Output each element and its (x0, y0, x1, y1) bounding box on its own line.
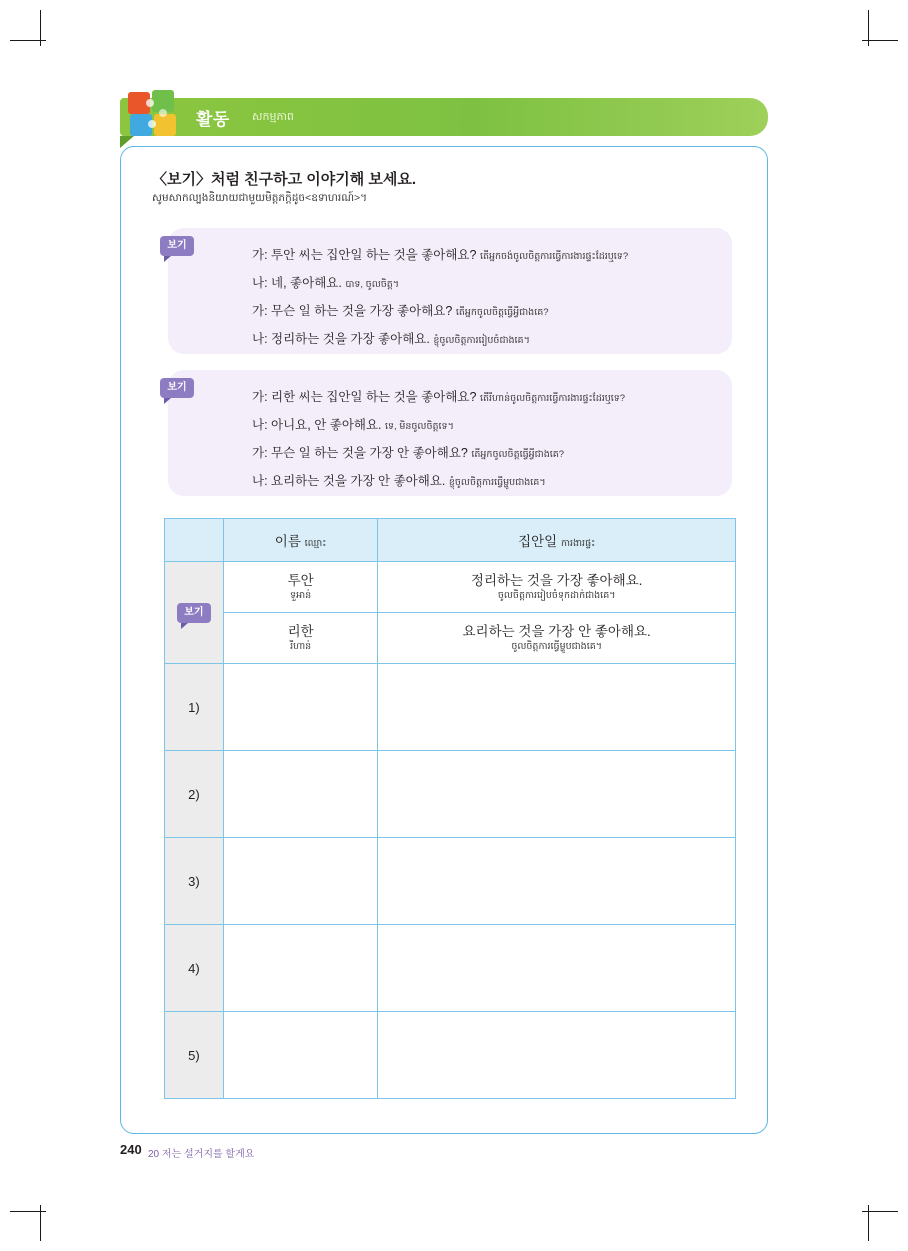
table-cell-work (378, 562, 736, 613)
header-name-khmer: ឈ្មោះ (304, 537, 327, 549)
activity-label: 활동 (196, 110, 230, 129)
dialog-khmer: ខ្ញុំចូលចិត្តការរៀបចំជាងគេ។ (433, 335, 530, 346)
dialog-line (252, 245, 628, 264)
dialog-khmer: ខ្ញុំចូលចិត្តការធ្វើម្ហូបជាងគេ។ (448, 477, 546, 488)
table-cell-work (378, 613, 736, 664)
table-cell-index: 5) (165, 1012, 224, 1099)
dialog-khmer: តើរីហាន់ចូលចិត្តការធ្វើការងារផ្ទះដែរឬទេ? (479, 393, 626, 404)
dialog-line (252, 329, 530, 348)
table-row (165, 925, 736, 1012)
cell-work-khmer: ចូលចិត្តការធ្វើម្ហូបជាងគេ។ (511, 640, 603, 652)
table-cell-index: 1) (165, 664, 224, 751)
crop-mark (10, 1211, 46, 1212)
cell-work-korean: 정리하는 것을 가장 좋아해요. (470, 573, 643, 589)
table-cell-name (223, 613, 377, 664)
table-cell-work-input[interactable] (378, 664, 736, 751)
table-cell-work-input[interactable] (378, 1012, 736, 1099)
header-work-korean: 집안일 (518, 533, 558, 549)
instruction-khmer: សូមសាកល្បងនិយាយជាមួយមិត្តភក្តិដូច<ឧទាហរណ៍>។ (152, 192, 368, 204)
dialog-khmer: តើអ្នកចូលចិត្តធ្វើអ្វីជាងគេ? (455, 307, 549, 318)
table-cell-name-input[interactable] (223, 838, 377, 925)
page-number: 240 (120, 1142, 142, 1157)
instruction-korean: 〈보기〉처럼 친구하고 이야기해 보세요. (152, 171, 417, 188)
header-name-korean: 이름 (274, 533, 301, 549)
table-cell-work-input[interactable] (378, 838, 736, 925)
table-cell-name (223, 562, 377, 613)
table-cell-name-input[interactable] (223, 1012, 377, 1099)
dialog-korean: 가: 무슨 일 하는 것을 가장 안 좋아해요? (252, 446, 468, 460)
example-tag-2: 보기 (160, 378, 194, 398)
dialog-khmer: តើអ្នកចូលចិត្តធ្វើអ្វីជាងគេ? (471, 449, 565, 460)
dialog-korean: 나: 네, 좋아해요. (252, 276, 342, 290)
table-cell-index: 2) (165, 751, 224, 838)
crop-mark (10, 40, 46, 41)
dialog-korean: 나: 정리하는 것을 가장 좋아해요. (252, 332, 430, 346)
activity-label-khmer: សកម្មភាព (252, 111, 294, 123)
dialog-korean: 가: 투안 씨는 집안일 하는 것을 좋아해요? (252, 248, 477, 262)
table-row (165, 613, 736, 664)
dialog-line (252, 443, 564, 462)
worksheet-table (164, 518, 736, 1099)
chapter-title: 20 저는 설거지를 할게요 (148, 1149, 255, 1160)
dialog-line (252, 273, 399, 292)
cell-name-korean: 리한 (287, 624, 314, 640)
table-header-work (378, 519, 736, 562)
dialog-korean: 가: 리한 씨는 집안일 하는 것을 좋아해요? (252, 390, 477, 404)
cell-name-khmer: ទួអាន់ (290, 589, 312, 601)
header-work-khmer: ការងារផ្ទះ (560, 537, 596, 549)
table-header-row (165, 519, 736, 562)
crop-mark (862, 1211, 898, 1212)
table-cell-work-input[interactable] (378, 751, 736, 838)
table-row (165, 838, 736, 925)
table-row (165, 751, 736, 838)
table-cell-index: 3) (165, 838, 224, 925)
cell-work-korean: 요리하는 것을 가장 안 좋아해요. (462, 624, 651, 640)
dialog-khmer: ទេ, មិនចូលចិត្តទេ។ (385, 421, 454, 432)
table-example-tag: 보기 (177, 603, 211, 623)
dialog-korean: 나: 아니요, 안 좋아해요. (252, 418, 382, 432)
table-cell-name-input[interactable] (223, 664, 377, 751)
cell-name-khmer: រីហាន់ (290, 640, 312, 652)
cell-name-korean: 투안 (287, 573, 314, 589)
table-cell-name-input[interactable] (223, 925, 377, 1012)
dialog-line (252, 471, 546, 490)
dialog-korean: 가: 무슨 일 하는 것을 가장 좋아해요? (252, 304, 453, 318)
puzzle-icon (126, 88, 182, 140)
table-example-tag-cell (165, 562, 224, 664)
example-tag-1: 보기 (160, 236, 194, 256)
dialog-korean: 나: 요리하는 것을 가장 안 좋아해요. (252, 474, 446, 488)
table-cell-name-input[interactable] (223, 751, 377, 838)
dialog-line (252, 415, 454, 434)
table-header-name (223, 519, 377, 562)
table-row (165, 664, 736, 751)
dialog-khmer: បាទ, ចូលចិត្ត។ (345, 279, 400, 290)
table-header-index (165, 519, 224, 562)
table-row (165, 1012, 736, 1099)
table-cell-index: 4) (165, 925, 224, 1012)
dialog-khmer: តើអ្នកចង់ចូលចិត្តការធ្វើការងារផ្ទះដែរឬទេ? (479, 251, 629, 262)
crop-mark (862, 40, 898, 41)
dialog-line (252, 301, 549, 320)
dialog-line (252, 387, 625, 406)
cell-work-khmer: ចូលចិត្តការរៀបចំទុកដាក់ជាងគេ។ (497, 589, 616, 601)
table-cell-work-input[interactable] (378, 925, 736, 1012)
table-row (165, 562, 736, 613)
